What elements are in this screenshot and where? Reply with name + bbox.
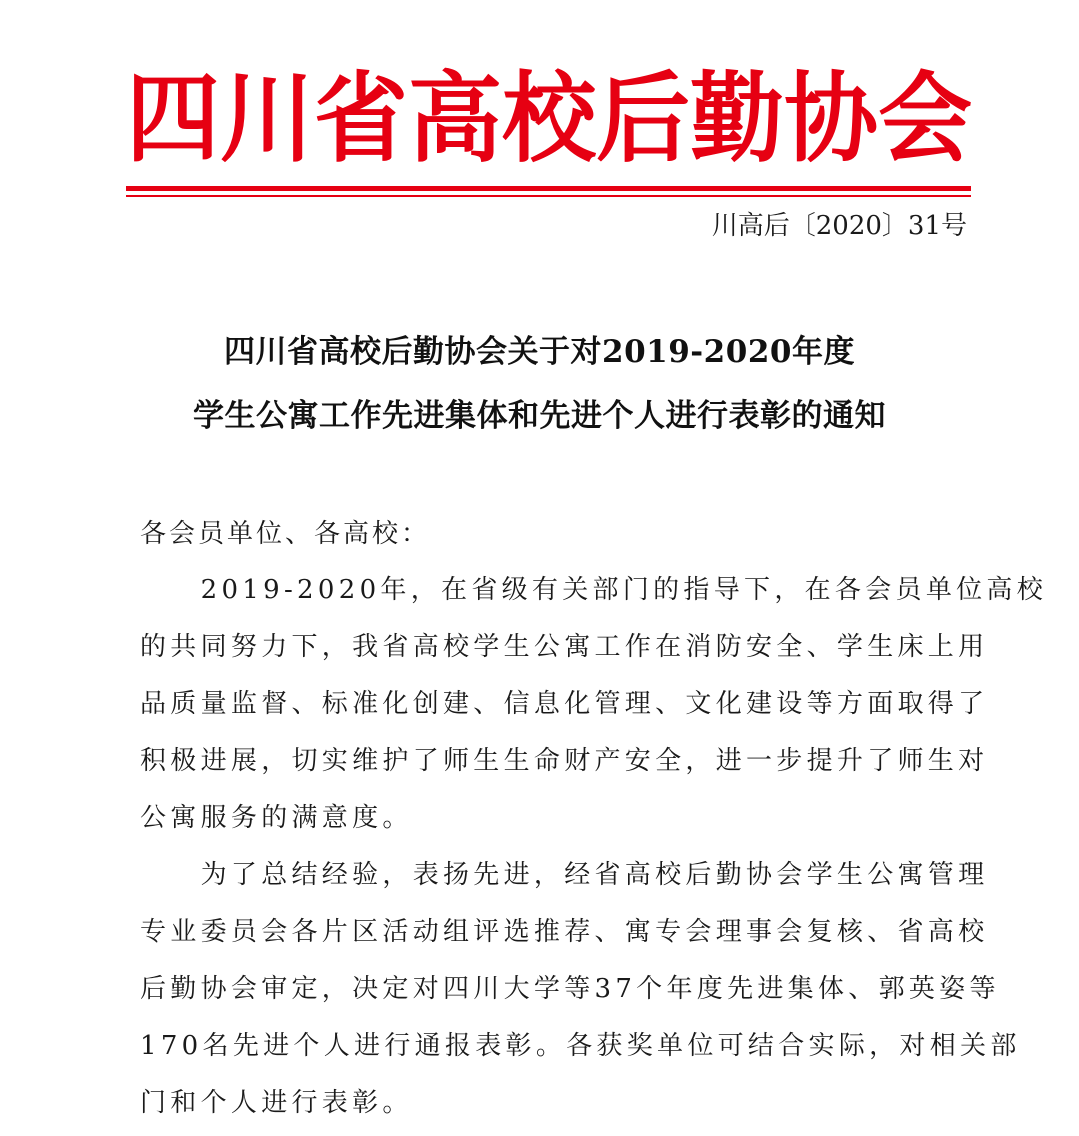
document-number: 川高后〔2020〕31号 (711, 211, 967, 241)
masthead-char: 校 (502, 61, 597, 177)
body-line: 品质量监督、标准化创建、信息化管理、文化建设等方面取得了 (140, 689, 989, 719)
body-line: 2019-2020年，在省级有关部门的指导下，在各会员单位高校 (140, 575, 1048, 605)
masthead-char: 勤 (690, 61, 785, 177)
masthead-char: 四 (126, 61, 221, 177)
organization-masthead (126, 60, 971, 178)
body-line: 门和个人进行表彰。 (140, 1088, 413, 1118)
masthead-char: 协 (784, 61, 879, 177)
masthead-divider-thin (126, 195, 971, 197)
masthead-char: 后 (596, 61, 691, 177)
document-title-line-1: 四川省高校后勤协会关于对2019-2020年度 (224, 334, 855, 370)
masthead-char: 川 (220, 61, 315, 177)
document-title-line-2: 学生公寓工作先进集体和先进个人进行表彰的通知 (193, 398, 886, 434)
salutation: 各会员单位、各高校： (140, 519, 431, 549)
body-line: 的共同努力下，我省高校学生公寓工作在消防安全、学生床上用 (140, 632, 989, 662)
body-line: 170名先进个人进行通报表彰。各获奖单位可结合实际，对相关部 (140, 1031, 1021, 1061)
masthead-char: 会 (878, 61, 973, 177)
body-line: 积极进展，切实维护了师生生命财产安全，进一步提升了师生对 (140, 746, 989, 776)
masthead-divider-thick (126, 186, 971, 191)
masthead-char: 省 (314, 61, 409, 177)
body-line: 专业委员会各片区活动组评选推荐、寓专会理事会复核、省高校 (140, 917, 989, 947)
body-line: 为了总结经验，表扬先进，经省高校后勤协会学生公寓管理 (140, 860, 989, 890)
masthead-char: 高 (408, 61, 503, 177)
body-line: 公寓服务的满意度。 (140, 803, 413, 833)
body-line: 后勤协会审定，决定对四川大学等37个年度先进集体、郭英姿等 (140, 974, 1000, 1004)
